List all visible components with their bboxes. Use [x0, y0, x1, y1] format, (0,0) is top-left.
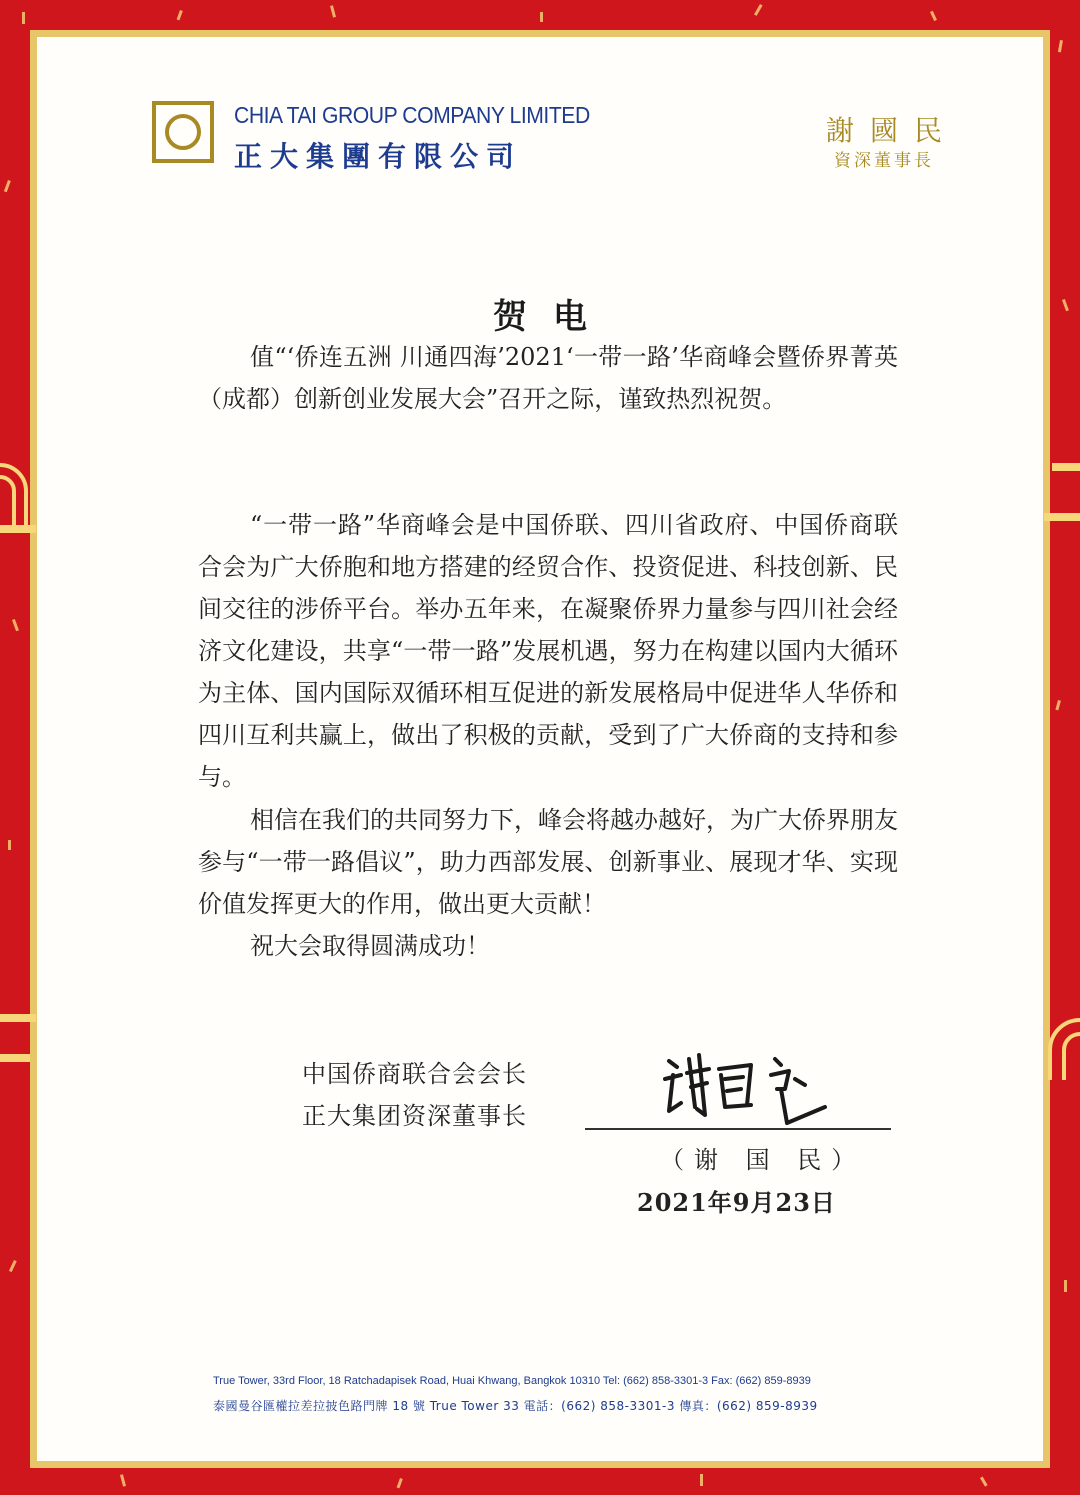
logo-ring-icon — [165, 114, 201, 150]
letter-date: 2021年9月23日 — [637, 1188, 836, 1217]
paragraph-3: 相信在我们的共同努力下，峰会将越办越好，为广大侨界朋友参与“一带一路倡议”，助力西部发展、创新事业、展现才华、实现价值发挥更大的作用，做出更大贡献！ — [198, 806, 898, 918]
footer-address-en: True Tower, 33rd Floor, 18 Ratchadapisek Road, Huai Khwang, Bangkok 10310 Tel: (662) 858-3301-3 Fax: (662) 859-8939 — [213, 1375, 811, 1387]
company-name-en: CHIA TAI GROUP COMPANY LIMITED — [234, 102, 590, 128]
right-lower-wave-ornament — [1044, 1010, 1080, 1080]
signer-position-2: 正大集团资深董事长 — [302, 1102, 527, 1130]
sender-name: 謝國民 — [826, 114, 959, 147]
company-logo — [152, 101, 214, 163]
signer-printed-name: （谢 国 民） — [660, 1146, 866, 1174]
sender-title: 資深董事長 — [834, 151, 934, 171]
right-wave-ornament — [1044, 455, 1080, 535]
paragraph-4: 祝大会取得圆满成功！ — [250, 932, 490, 960]
signer-position-1: 中国侨商联合会会长 — [302, 1060, 527, 1088]
paragraph-2: “一带一路”华商峰会是中国侨联、四川省政府、中国侨商联合会为广大侨胞和地方搭建的经贸合作、投资促进、科技创新、民间交往的涉侨平台。举办五年来，在凝聚侨界力量参与四川社会经济文化建设，共享“一带一路”发展机遇，努力在构建以国内大循环为主体、国内国际双循环相互促进的新发展格局中促进华人华侨和四川互利共赢上，做出了积极的贡献，受到了广大侨商的支持和参与。 — [198, 511, 898, 791]
company-name-zh: 正大集團有限公司 — [234, 140, 523, 173]
signature-line — [585, 1128, 891, 1130]
handwritten-signature — [655, 1045, 835, 1130]
paragraph-1: 值“‘侨连五洲 川通四海’2021‘一带一路’华商峰会暨侨界菁英（成都）创新创业发展大会”召开之际，谨致热烈祝贺。 — [198, 343, 898, 413]
left-wave-ornament — [0, 455, 36, 535]
footer-address-zh: 泰國曼谷匯權拉差拉披色路門牌 18 號 True Tower 33 電話：(662) 858-3301-3 傳真：(662) 859-8939 — [213, 1399, 818, 1413]
left-lower-ornament — [0, 1010, 36, 1070]
document-title: 贺电 — [493, 297, 613, 337]
